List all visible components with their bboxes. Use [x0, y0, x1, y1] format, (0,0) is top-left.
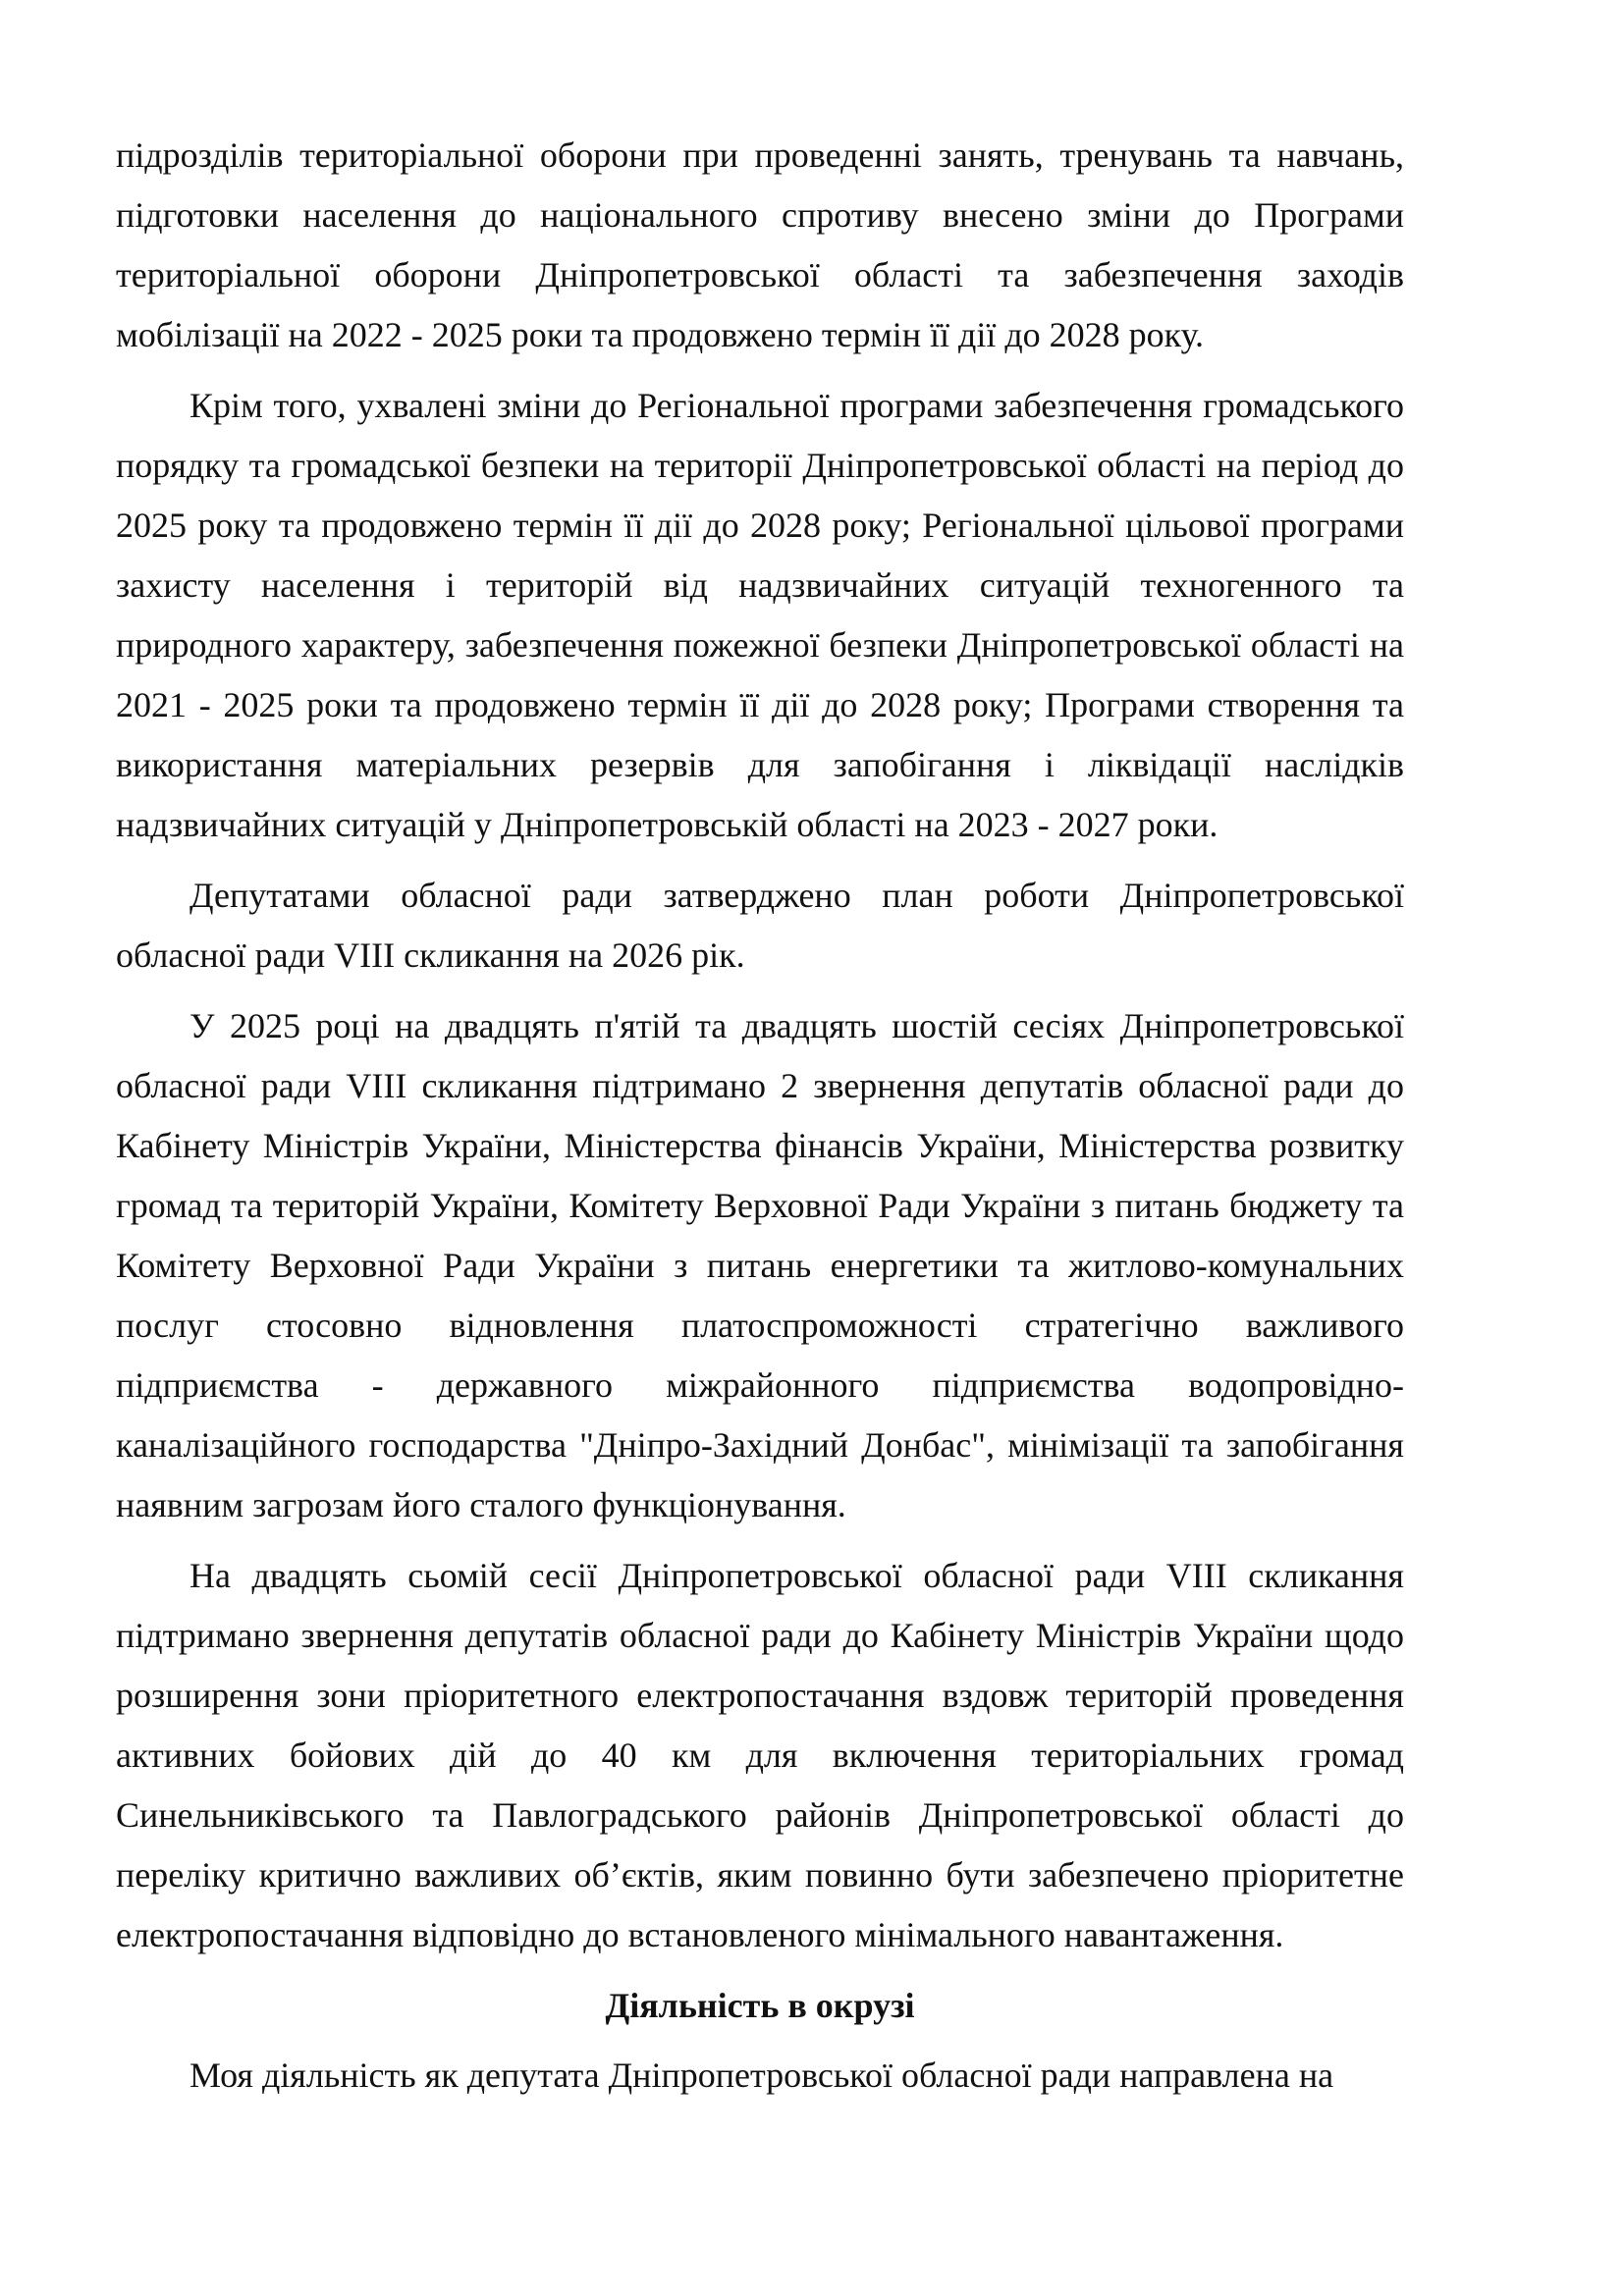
- document-body: [116, 126, 1404, 2116]
- paragraph-priority-power-supply: На двадцять сьомій сесії Дніпропетровської обласної ради VIII скликання підтримано звернення депутатів обласної ради до Кабінету Міністрів України щодо розширення зони пріоритетного електропостачання вздовж територій проведення активних бойових дій до 40 км для включення територіальних громад Синельниківського та Павлоградського районів Дніпропетровської області до переліку критично важливих об’єктів, яким повинно бути забезпечено пріоритетне електропостачання відповідно до встановленого мінімального навантаження.: [116, 1556, 1404, 1954]
- paragraph-appeals-2025: У 2025 році на двадцять п'ятій та двадцять шостій сесіях Дніпропетровської обласної ради VIII скликання підтримано 2 звернення депутатів обласної ради до Кабінету Міністрів України, Міністерства фінансів України, Міністерства розвитку громад та територій України, Комітету Верховної Ради України з питань бюджету та Комітету Верховної Ради України з питань енергетики та житлово-комунальних послуг стосовно відновлення платоспроможності стратегічно важливого підприємства - державного міжрайонного підприємства водопровідно-каналізаційного господарства "Дніпро-Західний Донбас", мінімізації та запобігання наявним загрозам його сталого функціонування.: [116, 1006, 1404, 1524]
- section-heading-district-activity: Діяльність в окрузі: [605, 1986, 915, 2025]
- paragraph-territorial-defense: підрозділів територіальної оборони при проведенні занять, тренувань та навчань, підготовки населення до національного спротиву внесено зміни до Програми територіальної оборони Дніпропетровської області та забезпечення заходів мобілізації на 2022 - 2025 роки та продовжено термін її дії до 2028 року.: [116, 135, 1404, 354]
- paragraph-deputy-activity: Моя діяльність як депутата Дніпропетровської обласної ради направлена на: [189, 2056, 1334, 2095]
- paragraph-work-plan: Депутатами обласної ради затверджено план роботи Дніпропетровської обласної ради VIII скликання на 2026 рік.: [116, 876, 1404, 975]
- paragraph-regional-programs: Крім того, ухвалені зміни до Регіональної програми забезпечення громадського порядку та громадської безпеки на території Дніпропетровської області на період до 2025 року та продовжено термін її дії до 2028 року; Регіональної цільової програми захисту населення і територій від надзвичайних ситуацій техногенного та природного характеру, забезпечення пожежної безпеки Дніпропетровської області на 2021 - 2025 роки та продовжено термін її дії до 2028 року; Програми створення та використання матеріальних резервів для запобігання і ліквідації наслідків надзвичайних ситуацій у Дніпропетровській області на 2023 - 2027 роки.: [116, 386, 1404, 844]
